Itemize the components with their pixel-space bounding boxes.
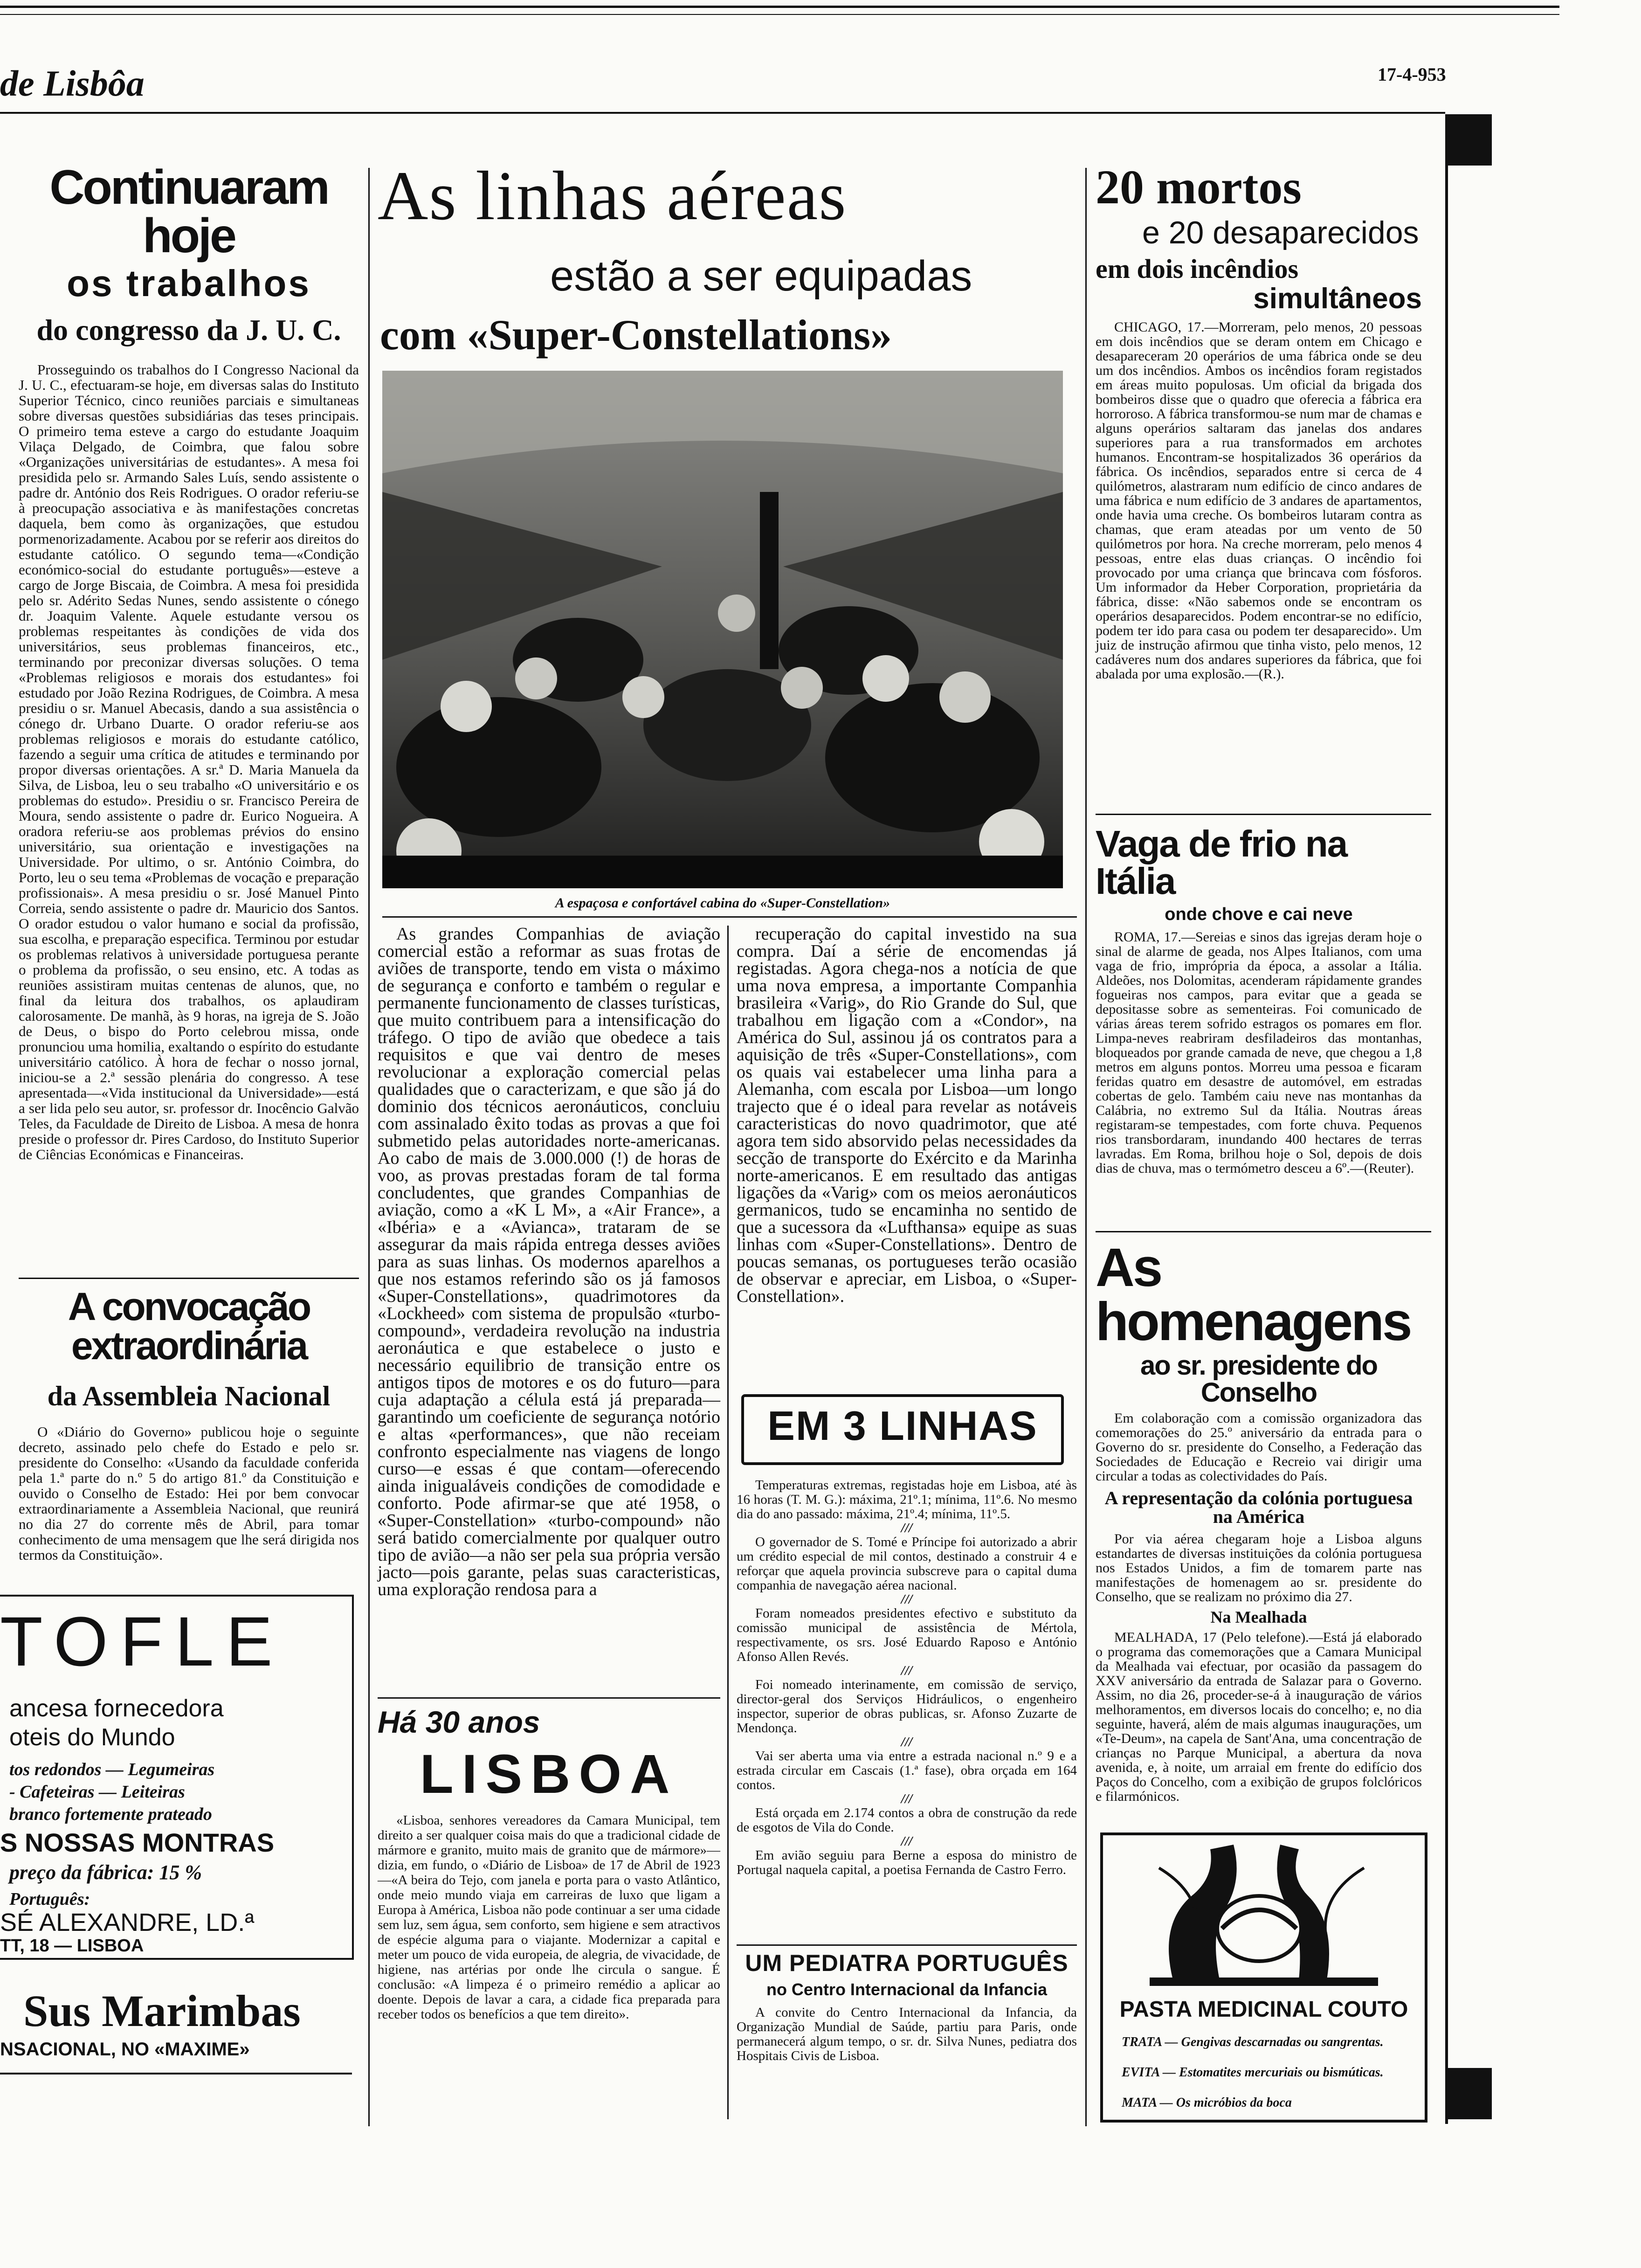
ad-tofle-line2: oteis do Mundo (9, 1724, 175, 1751)
column-rule-1 (368, 168, 370, 2126)
homenagens-body: Em colaboração com a comissão organizadora das comemorações do 25.º aniversário da entrada para o Governo do sr. presidente do Conselho, a Federação das Sociedades de Educação e Recreio vai dirigir uma circular a todas as colectividades do País. (1096, 1411, 1422, 1484)
em3-sep-4: /// (901, 1735, 913, 1749)
article-juc (19, 160, 359, 1162)
ad-tofle-line9: SÉ ALEXANDRE, LD.ª (0, 1908, 255, 1936)
constellation-subhead: estão a ser equipadas (550, 252, 972, 300)
em3-sep-2: /// (901, 1592, 913, 1607)
30-anos-subhead: LISBOA (420, 1743, 678, 1805)
ad-tofle-brand: TOFLE (0, 1602, 285, 1680)
ad-tofle-line10: TT, 18 — LISBOA (0, 1936, 144, 1956)
frio-subhead: onde chove e cai neve (1165, 905, 1353, 924)
em3-item-7: Em avião seguiu para Berne a esposa do ministro de Portugal naquela capital, a poetisa Fernanda de Castro Ferro. (737, 1848, 1077, 1877)
incendios-body: CHICAGO, 17.—Morreram, pelo menos, 20 pessoas em dois incêndios que se deram ontem em Chicago e desapareceram 20 operários de uma fábrica onde se deu um dos incêndios. Ambos os incêndios foram registados em áreas muito populosas. Um oficial da brigada dos bombeiros disse que o quadro que oferecia a fábrica era horroroso. A fábrica transformou-se num mar de chamas e alguns operários saltaram das janelas dos andares superiores para a rua transformados em archotes humanos. Encontram-se hospitalizados 36 operários da fábrica. Os incêndios, separados entre si cerca de 4 quilómetros, alastraram num edifício de cinco andares de uma fábrica e num edifício de 3 andares de apartamentos, onde havia uma creche. Os bombeiros lutaram contra as chamas, que eram ateadas por um vento de 50 quilómetros por hora. Na creche morreram, pelo menos 4 pessoas, entre elas duas crianças. O incêndio foi provocado por uma criança que brincava com fósforos. Um informador da Heber Corporation, proprietária da fábrica, disse: «Não sabemos onde se encontram os operários desaparecidos. Podem encontrar-se no edifício, podem ter ido para casa ou podem ter desaparecido». Um juiz de instrução afirmou que tinha visto, pelo menos, 12 cadáveres num dos andares superiores da fábrica, que foi abalada por uma explosão.—(R.). (1096, 319, 1422, 682)
homenagens-sub1: A representação da colónia portuguesa na América (1104, 1487, 1413, 1527)
em3-box (741, 1394, 1064, 1465)
right-edge-bar (1445, 114, 1448, 2124)
homenagens-body-3: MEALHADA, 17 (Pelo telefone).—Está já elaborado o programa das comemorações que a Camara Municipal da Mealhada vai efectuar, por ocasião da passagem do XXV aniversário da entrada de Salazar para o Governo. Assim, no dia 26, proceder-se-á à inauguração de vários melhoramentos, em diversos locais do concelho; e, no dia seguinte, haverá, além de mais algumas inaugurações, um «Te-Deum», na capela de Sant'Ana, uma concentração de crianças no Parque Municipal, a abertura da nova avenida, e, à noite, um arraial em frente do edifício dos Paços do Concelho, com a exibição de grupos folclóricos e filarmónicos. (1096, 1630, 1422, 1804)
em3-sep-1: /// (901, 1521, 913, 1535)
right-edge-block-bottom (1445, 2068, 1492, 2119)
ad-couto (1100, 1832, 1427, 2123)
constellation-body-a: As grandes Companhias de aviação comercial estão a reformar as suas frotas de aviões de transporte, tendo em vista o máximo de segurança e conforto e também o regular e permanente funcionamento de classes turísticas, que muito contribuem para a intensificação do tráfego. O tipo de avião que obedece a tais requisitos e que vai dentro de meses revolucionar a exploração comercial pelas qualidades que o caracterizam, e que são já do dominio dos técnicos aeronáuticos, concluiu com assinalado êxito todas as provas a que foi submetido pelas autoridades norte-americanas. Ao cabo de mais de 3.000.000 (!) de horas de voo, as provas prestadas foram de tal forma concludentes, que grandes Companhias de aviação, como a «K L M», a «Air France», a «Ibéria» e a «Avianca», trataram de se assegurar da mais rápida entrega desses aviões para as suas linhas. Os modernos aparelhos a que nos estamos referindo são os já famosos «Super-Constellations», quadrimotores da «Lockheed» com sistema de propulsão «turbo-compound», verdadeira revolução na industria aeronáutica e que estabelece o justo e necessário equilibrio de transição entre os antigos tipos de motores e os do futuro—para cuja adaptação a célula está já preparada—garantindo um coeficiente de segurança notório e altas «performances», que não receiam confronto especialmente nas viagens de longo curso—e essas é que contam—oferecendo ainda inigualáveis condições de comodidade e conforto. Pode afirmar-se que até 1958, o «Super-Constellation» «turbo-compound» não será batido comercialmente por qualquer outro tipo de avião—a não ser pela sua própria versão jacto—pois garante, pelas suas caracteristicas, uma exploração rendosa para a (378, 924, 720, 1599)
homenagens-subhead: ao sr. presidente do Conselho (1140, 1350, 1377, 1408)
couto-title: PASTA MEDICINAL COUTO (1119, 1997, 1408, 2022)
em3-sep-6: /// (901, 1834, 913, 1849)
couto-line1: TRATA — Gengivas descarnadas ou sangrentas. (1122, 2035, 1384, 2049)
right-edge-block-top (1445, 114, 1492, 166)
couto-line3: MATA — Os micróbios da boca (1122, 2095, 1292, 2110)
em3-sep-5: /// (901, 1791, 913, 1806)
couto-illustration (1103, 1840, 1425, 1989)
divider-homenagens (1096, 1231, 1431, 1232)
assembleia-subhead: da Assembleia Nacional (47, 1381, 331, 1411)
article-assembleia (19, 1287, 359, 1563)
couto-line2: EVITA — Estomatites mercuriais ou bismúticas. (1122, 2065, 1384, 2080)
divider-frio (1096, 814, 1431, 815)
em3-item-4: Foi nomeado interinamente, em comissão de serviço, director-geral dos Serviços Hidráulicos, o engenheiro inspector, superior de obras publicas, sr. Afonso Zuzarte de Mendonça. (737, 1677, 1077, 1736)
article-30-anos (378, 1707, 720, 2022)
juc-subhead-2: do congresso da J. U. C. (36, 313, 341, 346)
masthead-date: 17-4-953 (1378, 64, 1446, 85)
incendios-subhead: e 20 desaparecidos (1142, 215, 1419, 250)
homenagens-body-2: Por via aérea chegaram hoje a Lisboa alguns estandartes de diversas instituições da colónia portuguesa nos Estados Unidos, a fim de tomarem parte nas manifestações de homenagem ao sr. presidente do Conselho, que se realizam no próximo dia 27. (1096, 1531, 1422, 1604)
divider-col1 (19, 1278, 359, 1279)
ad-marimbas-line1: Sus Marimbas (23, 1986, 301, 2036)
incendios-subhead-2: em dois incêndios (1096, 254, 1299, 284)
constellation-body-b: recuperação do capital investido na sua compra. Daí a série de encomendas já registadas. Agora chega-nos a notícia de que uma nova empresa, a importante Companhia brasileira «Varig», do Rio Grande do Sul, que trabalhou em ligação com a «Condor», na América do Sul, assinou já os contratos para a aquisição de três «Super-Constellations», com os quais vai estabelecer uma linha para a Alemanha, com escala por Lisboa—um longo trajecto que é o ideal para revelar as notáveis caracteristicas do novo quadrimotor, que até agora tem sido absorvido pelas necessidades da secção de transporte do Exército e da Marinha norte-americanos. E em resultado das antigas ligações da «Varig» com os meios aeronáuticos germanicos, tudo se encaminha no sentido de que a sucessora da «Lufthansa» equipe as suas linhas com «Super-Constellations». Dentro de poucas semanas, os portugueses terão ocasião de observar e apreciar, em Lisboa, o «Super-Constellation». (737, 924, 1077, 1306)
frio-headline: Vaga de frio na Itália (1096, 823, 1347, 902)
incendios-subhead-3: simultâneos (1253, 283, 1422, 315)
pediatra-headline: UM PEDIATRA PORTUGUÊS (745, 1950, 1069, 1976)
column-rule-mid (727, 926, 729, 2119)
column-rule-2 (1085, 168, 1087, 2126)
ad-marimbas-line2: NSACIONAL, NO «MAXIME» (0, 2039, 250, 2060)
divider-pediatra (737, 1944, 1077, 1946)
ad-tofle-line6: S NOSSAS MONTRAS (0, 1828, 275, 1857)
em3-title: EM 3 LINHAS (767, 1403, 1038, 1449)
constellation-subhead-2: com «Super-Constellations» (380, 311, 892, 359)
homenagens-headline: As homenagens (1096, 1237, 1411, 1352)
em3-item-2: O governador de S. Tomé e Príncipe foi autorizado a abrir um crédito especial de mil contos, destinado a construir 4 e reforçar que aquela provincia subscreve para o capital duma companhia de navegação aérea nacional. (737, 1535, 1077, 1593)
cabin-photo (382, 371, 1063, 888)
pediatra-subhead: no Centro Internacional da Infancia (766, 1980, 1048, 1999)
ad-tofle-line1: ancesa fornecedora (9, 1695, 224, 1722)
masthead-title: de Lisbôa (0, 63, 145, 104)
em3-list (737, 1478, 1077, 1877)
masthead-rule (0, 112, 1445, 114)
ad-tofle-line7: preço da fábrica: 15 % (9, 1861, 202, 1884)
30-anos-body: «Lisboa, senhores vereadores da Camara Municipal, tem direito a ser qualquer coisa mais do que a tradicional cidade de mármore e granito, muito mais de granito que de mármore»—dizia, em fundo, o «Diário de Lisboa» de 17 de Abril de 1923—«A beira do Tejo, com janela e porta para o vasto Atlântico, onde meio mundo viaja em carreiras de luxo que ligam a Europa à América, Lisboa não pode continuar a ser uma cidade sem luz, sem água, sem conforto, sem higiene e sem atractivos de espécie alguma para o viajante. Modernizar a capital e meter um pouco de vida europeia, de alegria, de vivacidade, de higiene, nas artérias por onde lhe circula o sangue. É conclusão: «A limpeza é o primeiro remédio a aplicar ao doente. Depois de lavar a cara, a cidade fica preparada para receber todos os benefícios a que tem direito». (378, 1813, 720, 2022)
constellation-headline: As linhas aéreas (378, 157, 847, 235)
article-pediatra (737, 1951, 1077, 2063)
assembleia-body: O «Diário do Governo» publicou hoje o seguinte decreto, assinado pelo chefe do Estado e pelo sr. presidente do Conselho: «Usando da faculdade conferida pela 1.ª parte do n.º 5 do artigo 81.º da Constituição e ouvido o Conselho de Estado: Hei por bem convocar extraordinariamente a Assembleia Nacional, que reunirá no dia 27 do corrente mês de Abril, para tomar conhecimento de uma mensagem que lhe será dirigida nos termos da Constituição». (19, 1424, 359, 1563)
ad-tofle-line3: tos redondos — Legumeiras (9, 1760, 215, 1779)
em3-item-6: Está orçada em 2.174 contos a obra de construção da rede de esgotos de Vila do Conde. (737, 1805, 1077, 1835)
em3-item-5: Vai ser aberta uma via entre a estrada nacional n.º 9 e a estrada circular em Cascais (1.ª fase), obra orçada em 164 contos. (737, 1749, 1077, 1792)
article-incendios (1096, 160, 1422, 682)
photo-caption: A espaçosa e confortável cabina do «Super-Constellation» (555, 895, 890, 911)
em3-sep-3: /// (901, 1663, 913, 1678)
em3-item-1: Temperaturas extremas, registadas hoje em Lisboa, até às 16 horas (T. M. G.): máxima, 21º.1; mínima, 11º.6. No mesmo dia do ano passado: máxima, 21º.4; mínima, 11º.5. (737, 1478, 1077, 1521)
divider-hists (378, 1697, 720, 1699)
ad-tofle-line5: branco fortemente prateado (9, 1805, 212, 1824)
30-anos-headline: Há 30 anos (378, 1705, 540, 1739)
top-rule (0, 6, 1559, 8)
pediatra-body: A convite do Centro Internacional da Infancia, da Organização Mundial de Saúde, partiu para Paris, onde permanecerá algum tempo, o sr. dr. Silva Nunes, pediatra dos Hospitais Civis de Lisboa. (737, 2005, 1077, 2063)
em3-item-3: Foram nomeados presidentes efectivo e substituto da comissão municipal de assistência de Mértola, respectivamente, os srs. José Eduardo Raposo e António Afonso Allen Revés. (737, 1606, 1077, 1664)
ad-tofle-line4: - Cafeteiras — Leiteiras (9, 1782, 185, 1802)
juc-headline: Continuaram hoje (49, 160, 328, 263)
assembleia-headline: A convocação extraordinária (68, 1285, 310, 1368)
top-rule-thin (0, 14, 1559, 15)
article-frio (1096, 825, 1422, 1175)
ad-marimbas (0, 1986, 352, 2074)
ad-tofle (0, 1595, 354, 1960)
homenagens-sub2: Na Mealhada (1210, 1608, 1307, 1626)
ad-tofle-line8: Português: (9, 1889, 90, 1909)
juc-subhead: os trabalhos (67, 263, 311, 304)
article-homenagens (1096, 1237, 1422, 1804)
caption-rule (382, 916, 1077, 918)
incendios-headline: 20 mortos (1096, 160, 1302, 214)
frio-body: ROMA, 17.—Sereias e sinos das igrejas deram hoje o sinal de alarme de geada, nos Alpes Italianos, com uma vaga de frio, imprópria da época, a assolar a Itália. Aldeões, nos Dolomitas, acenderam rápidamente grandes fogueiras nos campos, para evitar que a geada se depositasse sobre as sementeiras. Foi comunicado de várias áreas terem sofrido estragos os pomares em flor. Limpa-neves reabriram desfiladeiros das montanhas, bloqueados por grande camada de neve, que chegou a 1,8 metros em alguns pontos. Morreu uma pessoa e ficaram feridas quatro em desastre de automóvel, em estradas cobertas de gelo. Também caiu neve nas montanhas da Calábria, no extremo Sul da Itália. Noutras áreas registaram-se tempestades, com forte chuva. Pequenos rios transbordaram, inundando 400 hectares de terras lavradas. Em Roma, brilhou hoje o Sol, depois de dois dias de chuva, mas o termómetro desceu a 6º.—(Reuter). (1096, 929, 1422, 1176)
juc-body: Prosseguindo os trabalhos do I Congresso Nacional da J. U. C., efectuaram-se hoje, em diversas salas do Instituto Superior Técnico, cinco reuniões parciais e simultaneas sobre diversas questões subsidiárias das teses principais. O primeiro tema esteve a cargo do estudante Joaquim Vilaça Delgado, de Coimbra, que falou sobre «Organizações universitárias de estudantes». A mesa foi presidida pelo sr. Armando Sales Luís, sendo assistente o padre dr. António dos Reis Rodrigues. O orador referiu-se à preocupação associativa e às manifestações concretas daquela, bem como às organizações, que estudou pormenorizadamente. Acabou por se referir aos direitos do estudante católico. O segundo tema—«Condição económico-social do estudante português»—esteve a cargo de Jorge Biscaia, de Coimbra. A mesa foi presidida pelo sr. Adérito Sedas Nunes, sendo assistente o cónego dr. Joaquim Valente. Aquele estudante versou os problemas respeitantes às condições de vida dos universitários, seus problemas financeiros, etc., terminando por preconizar diversas soluções. O tema «Problemas religiosos e morais dos estudantes» foi estudado por João Rezina Rodrigues, de Coimbra. A mesa presidiu o sr. Manuel Abecasis, dando a sua assistência o cónego dr. Urbano Duarte. O orador referiu-se aos problemas religiosos e morais do estudante católico, fazendo a seguir uma crítica de atitudes e terminando por propor diversas orientações. A sr.ª D. Maria Manuela da Silva, de Lisboa, leu o seu trabalho «O universitário e os problemas do estudo». Presidiu o sr. Francisco Pereira de Moura, sendo assistente o padre dr. Eurico Nogueira. A oradora referiu-se aos problemas prévios do ensino universitário, sua orientação e investigações na Universidade. Por ultimo, o sr. António Coimbra, do Porto, leu o seu tema «Problemas de vocação e preparação profissionais». A mesa presidiu o sr. José Manuel Pinto Correia, sendo assistente o padre dr. Mauricio dos Santos. O orador estudou o valor humano e social da profissão, sua escolha, e preparação especifica. Terminou por estudar os problemas relativos à universidade portuguesa perante o problema da profissão, o seu ensino, etc. A todas as reuniões assistiram muitas centenas de alunos, que, no final da leitura dos trabalhos, os aplaudiram calorosamente. De manhã, às 9 horas, na igreja de S. João de Deus, o bispo do Porto celebrou missa, onde pronunciou uma homilia, exaltando o espírito do estudante universitário católico. À hora de fechar o nosso jornal, iniciou-se a 2.ª sessão plenária do congresso. A tese apresentada—«Vida institucional da Universidade»—está a ser lida pelo seu autor, sr. professor dr. Inocêncio Galvão Teles, da Faculdade de Direito de Lisboa. A mesa de honra preside o professor dr. Pires Cardoso, do Instituto Superior de Ciências Económicas e Financeiras. (19, 361, 359, 1162)
